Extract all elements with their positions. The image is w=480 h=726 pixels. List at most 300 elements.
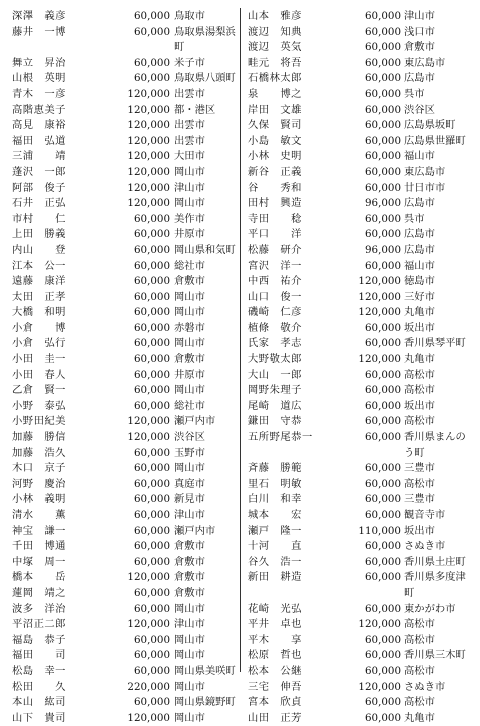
donor-city: 高松市 — [404, 477, 435, 490]
donor-name: 千田 博通 — [12, 540, 66, 553]
list-item — [248, 633, 476, 649]
donation-amount: 60,000 — [133, 72, 170, 85]
donor-name: 山根 英明 — [12, 72, 66, 85]
list-item — [248, 383, 476, 399]
donor-city: 高松市 — [404, 618, 435, 631]
donation-amount: 60,000 — [364, 711, 401, 724]
donor-city: 香川県多度津町 — [404, 571, 466, 599]
donation-amount: 60,000 — [364, 337, 401, 350]
donor-name: 瀬戸 隆一 — [248, 524, 302, 537]
donor-city: 呉市 — [404, 87, 425, 100]
list-item — [248, 648, 476, 664]
donation-amount: 60,000 — [364, 540, 401, 553]
list-item — [12, 680, 240, 696]
donor-city: 呉市 — [404, 212, 425, 225]
donor-name: 氏家 孝志 — [248, 337, 302, 350]
list-item — [12, 524, 240, 540]
donation-amount: 60,000 — [133, 306, 170, 319]
list-item — [248, 602, 476, 618]
donation-amount: 60,000 — [364, 368, 401, 381]
donor-city: 高松市 — [404, 415, 435, 428]
list-item — [12, 352, 240, 368]
donor-name: 斉藤 勝範 — [248, 462, 302, 475]
donor-city: 広島県坂町 — [404, 119, 456, 132]
donor-name: 山口 俊一 — [248, 290, 302, 303]
donor-name: 平口 洋 — [248, 228, 302, 241]
donor-name: 上田 勝義 — [12, 228, 66, 241]
donation-amount: 60,000 — [133, 212, 170, 225]
donation-amount: 60,000 — [364, 72, 401, 85]
donation-amount: 60,000 — [364, 134, 401, 147]
list-item — [12, 539, 240, 555]
donor-city: 坂出市 — [404, 399, 435, 412]
donation-amount: 60,000 — [364, 555, 401, 568]
donor-name: 加藤 浩久 — [12, 446, 66, 459]
list-item — [248, 336, 476, 352]
donation-amount: 60,000 — [364, 103, 401, 116]
list-item — [12, 492, 240, 508]
donor-name: 深澤 義彦 — [12, 10, 66, 22]
donor-city: 東かがわ市 — [404, 602, 456, 615]
donor-city: 鳥取市 — [174, 10, 205, 22]
donor-name: 青木 一彦 — [12, 87, 66, 100]
donor-city: 岡山市 — [174, 462, 205, 475]
donor-name: 山田 正芳 — [248, 711, 302, 724]
donation-amount: 60,000 — [364, 181, 401, 194]
donor-city: 倉敷市 — [174, 571, 205, 584]
donor-city: 浅口市 — [404, 25, 435, 38]
donation-amount: 60,000 — [133, 337, 170, 350]
donor-city: 丸亀市 — [404, 353, 435, 366]
list-item — [248, 695, 476, 711]
list-item — [12, 555, 240, 571]
donor-name: 泉 博之 — [248, 87, 302, 100]
list-item — [248, 196, 476, 212]
list-item — [12, 134, 240, 150]
list-item — [12, 321, 240, 337]
list-item — [12, 711, 240, 726]
donor-city: 岡山市 — [174, 633, 205, 646]
donation-amount: 60,000 — [133, 353, 170, 366]
donation-amount: 120,000 — [127, 711, 170, 724]
donation-amount: 60,000 — [364, 10, 401, 22]
list-item — [248, 321, 476, 337]
list-item — [12, 212, 240, 228]
donor-name: 三宅 伸吾 — [248, 680, 302, 693]
donor-city: 広島市 — [404, 243, 435, 256]
donor-name: 波多 洋治 — [12, 602, 66, 615]
donation-amount: 60,000 — [133, 321, 170, 334]
donor-city: 総社市 — [174, 259, 205, 272]
donation-amount: 60,000 — [133, 25, 170, 38]
donor-name: 畦元 将吾 — [248, 56, 302, 69]
donor-name: 木口 京子 — [12, 462, 66, 475]
list-item — [12, 181, 240, 197]
donation-amount: 120,000 — [127, 119, 170, 132]
donor-city: 鳥取県湯梨浜町 — [174, 25, 236, 54]
donor-city: 福山市 — [404, 150, 435, 163]
list-item — [12, 414, 240, 430]
list-item — [248, 274, 476, 290]
donor-city: 大田市 — [174, 150, 205, 163]
list-item — [248, 555, 476, 571]
donation-amount: 60,000 — [133, 477, 170, 490]
donor-name: 清水 薫 — [12, 509, 66, 521]
donor-name: 大山 一郎 — [248, 368, 302, 381]
donation-amount: 60,000 — [364, 384, 401, 397]
list-item — [248, 461, 476, 477]
donor-name: 渡辺 英気 — [248, 41, 302, 54]
donor-name: 福田 弘道 — [12, 134, 66, 147]
donor-name: 小林 史明 — [248, 150, 302, 163]
donor-name: 河野 慶治 — [12, 477, 66, 490]
list-item — [12, 399, 240, 415]
donor-name: 市村 仁 — [12, 212, 66, 225]
donor-city: 岡山市 — [174, 384, 205, 397]
list-item — [12, 633, 240, 649]
list-item — [12, 461, 240, 477]
donation-amount: 60,000 — [133, 290, 170, 303]
donor-city: 広島市 — [404, 72, 435, 85]
donor-city: 坂出市 — [404, 321, 435, 334]
donor-name: 新田 耕造 — [248, 571, 302, 584]
list-item — [12, 274, 240, 290]
list-item — [12, 243, 240, 259]
donor-city: 東広島市 — [404, 56, 446, 69]
list-item — [12, 118, 240, 134]
donor-city: 赤磐市 — [174, 321, 205, 334]
donation-amount: 60,000 — [364, 399, 401, 412]
donor-name: 三浦 靖 — [12, 150, 66, 163]
donor-name: 十河 直 — [248, 540, 302, 553]
donor-city: 福山市 — [404, 259, 435, 272]
list-item — [12, 695, 240, 711]
list-item — [12, 259, 240, 275]
list-item — [248, 680, 476, 696]
donor-city: 三豊市 — [404, 462, 435, 475]
donor-name: 花崎 光弘 — [248, 602, 302, 615]
donor-name: 石井 正弘 — [12, 197, 66, 210]
donor-name: 久保 賢司 — [248, 119, 302, 132]
donor-name: 橋本 岳 — [12, 571, 66, 584]
donation-amount: 60,000 — [133, 399, 170, 412]
donor-name: 松田 久 — [12, 680, 66, 693]
donor-name: 谷 秀和 — [248, 181, 302, 194]
donation-amount: 60,000 — [133, 384, 170, 397]
list-item — [248, 259, 476, 275]
donation-amount: 60,000 — [133, 10, 170, 22]
list-item — [248, 56, 476, 72]
donor-city: 玉野市 — [174, 446, 205, 459]
list-item — [248, 508, 476, 524]
donor-name: 里石 明敏 — [248, 477, 302, 490]
donation-amount: 120,000 — [127, 431, 170, 444]
donor-name: 松島 幸一 — [12, 664, 66, 677]
donor-name: 磯崎 仁彦 — [248, 306, 302, 319]
donor-name: 内山 登 — [12, 243, 66, 256]
list-item — [248, 305, 476, 321]
donation-amount: 60,000 — [364, 321, 401, 334]
donor-city: 瀬戸内市 — [174, 524, 216, 537]
donor-name: 大野敬太郎 — [248, 353, 302, 366]
donation-amount: 120,000 — [127, 415, 170, 428]
donor-city: 鳥取県八頭町 — [174, 72, 236, 85]
donor-city: さぬき市 — [404, 540, 446, 553]
donor-city: 岡山市 — [174, 165, 205, 178]
donor-city: 岡山県和気町 — [174, 243, 236, 256]
list-item — [248, 40, 476, 56]
donor-city: 渋谷区 — [404, 103, 435, 116]
list-item — [12, 305, 240, 321]
donation-amount: 60,000 — [364, 119, 401, 132]
list-item — [12, 149, 240, 165]
donation-amount: 120,000 — [358, 290, 401, 303]
donor-name: 小林 義明 — [12, 493, 66, 506]
list-item — [248, 181, 476, 197]
list-item — [12, 87, 240, 103]
donor-city: 岡山市 — [174, 680, 205, 693]
list-item — [248, 118, 476, 134]
donor-name: 山本 雅彦 — [248, 10, 302, 22]
list-item — [248, 149, 476, 165]
list-item — [12, 570, 240, 586]
donor-city: 香川県土庄町 — [404, 555, 466, 568]
list-item — [12, 336, 240, 352]
donor-name: 本山 紘司 — [12, 696, 66, 709]
list-item — [248, 570, 476, 601]
right-column — [248, 9, 476, 726]
list-item — [248, 87, 476, 103]
column-divider — [240, 8, 241, 672]
donor-name: 小田 春人 — [12, 368, 66, 381]
list-item — [12, 446, 240, 462]
donation-amount: 60,000 — [133, 493, 170, 506]
donation-amount: 60,000 — [133, 524, 170, 537]
donor-city: 倉敷市 — [174, 586, 205, 599]
donor-name: 小野田紀美 — [12, 415, 66, 428]
donor-city: 岡山市 — [174, 197, 205, 210]
donor-city: 丸亀市 — [404, 711, 435, 724]
donor-city: 米子市 — [174, 56, 205, 69]
donor-name: 藤井 一博 — [12, 25, 66, 38]
donor-city: 広島市 — [404, 228, 435, 241]
donation-amount: 60,000 — [133, 509, 170, 521]
donor-city: 倉敷市 — [174, 540, 205, 553]
donor-city: 津山市 — [174, 618, 205, 631]
donor-city: 出雲市 — [174, 119, 205, 132]
donation-amount: 60,000 — [364, 649, 401, 662]
list-item — [12, 664, 240, 680]
donor-name: 谷久 浩一 — [248, 555, 302, 568]
donor-city: 出雲市 — [174, 134, 205, 147]
donor-city: 倉敷市 — [174, 555, 205, 568]
donor-name: 神宝 謙一 — [12, 524, 66, 537]
donation-amount: 60,000 — [364, 462, 401, 475]
donor-city: 津山市 — [174, 509, 205, 521]
donor-city: 瀬戸内市 — [174, 415, 216, 428]
donation-amount: 60,000 — [133, 586, 170, 599]
list-item — [12, 227, 240, 243]
donation-amount: 120,000 — [127, 181, 170, 194]
donor-name: 乙倉 賢一 — [12, 384, 66, 397]
donor-city: 高松市 — [404, 696, 435, 709]
donation-amount: 120,000 — [127, 165, 170, 178]
donor-name: 新谷 正義 — [248, 165, 302, 178]
donor-city: 香川県三木町 — [404, 649, 466, 662]
donor-city: 香川県まんのう町 — [404, 431, 466, 459]
donation-amount: 120,000 — [358, 680, 401, 693]
donor-name: 小島 敏文 — [248, 134, 302, 147]
list-item — [248, 352, 476, 368]
donor-name: 福田 司 — [12, 649, 66, 662]
donation-amount: 120,000 — [358, 275, 401, 288]
donation-amount: 60,000 — [133, 56, 170, 69]
donation-amount: 60,000 — [364, 415, 401, 428]
donation-amount: 120,000 — [127, 103, 170, 116]
donor-name: 植條 敬介 — [248, 321, 302, 334]
list-item — [248, 711, 476, 726]
donor-name: 平沼正二郎 — [12, 618, 66, 631]
list-item — [12, 383, 240, 399]
donation-amount: 60,000 — [364, 56, 401, 69]
donor-name: 小田 圭一 — [12, 353, 66, 366]
donor-name: 渡辺 知典 — [248, 25, 302, 38]
list-item — [248, 103, 476, 119]
list-item — [248, 399, 476, 415]
donation-amount: 60,000 — [133, 368, 170, 381]
donation-amount: 60,000 — [133, 275, 170, 288]
list-item — [248, 414, 476, 430]
donor-city: 観音寺市 — [404, 509, 446, 521]
donation-amount: 60,000 — [133, 243, 170, 256]
donor-name: 高見 康裕 — [12, 119, 66, 132]
list-item — [12, 602, 240, 618]
list-item — [248, 227, 476, 243]
list-item — [12, 25, 240, 56]
donor-city: 廿日市市 — [404, 181, 446, 194]
list-item — [248, 9, 476, 25]
donor-city: 津山市 — [404, 10, 435, 22]
donor-name: 岡野朱理子 — [248, 384, 302, 397]
donation-amount: 60,000 — [133, 649, 170, 662]
donation-amount: 60,000 — [133, 540, 170, 553]
donation-amount: 120,000 — [358, 353, 401, 366]
list-item — [248, 134, 476, 150]
list-item — [248, 25, 476, 41]
donor-city: 倉敷市 — [174, 275, 205, 288]
donor-city: 丸亀市 — [404, 306, 435, 319]
donor-name: 小倉 博 — [12, 321, 66, 334]
list-item — [248, 71, 476, 87]
donor-name: 太田 正孝 — [12, 290, 66, 303]
donor-city: 岡山市 — [174, 306, 205, 319]
donor-city: 岡山市 — [174, 337, 205, 350]
list-item — [12, 368, 240, 384]
donation-amount: 60,000 — [364, 259, 401, 272]
donation-amount: 60,000 — [364, 696, 401, 709]
donor-name: 鎌田 守恭 — [248, 415, 302, 428]
donor-name: 田村 興造 — [248, 197, 302, 210]
donation-amount: 60,000 — [133, 259, 170, 272]
list-item — [12, 508, 240, 524]
donor-city: 井原市 — [174, 368, 205, 381]
donor-city: 新見市 — [174, 493, 205, 506]
donor-name: 蓮岡 靖之 — [12, 586, 66, 599]
donor-city: 岡山県鏡野町 — [174, 696, 236, 709]
list-item — [248, 524, 476, 540]
left-column — [12, 9, 240, 726]
donation-amount: 220,000 — [127, 680, 170, 693]
donation-amount: 60,000 — [364, 477, 401, 490]
donation-amount: 60,000 — [133, 446, 170, 459]
donation-amount: 60,000 — [364, 571, 401, 584]
donor-name: 中西 祐介 — [248, 275, 302, 288]
donor-name: 遠藤 康洋 — [12, 275, 66, 288]
list-item — [12, 648, 240, 664]
donation-amount: 60,000 — [364, 228, 401, 241]
donor-city: 徳島市 — [404, 275, 435, 288]
donation-amount: 60,000 — [364, 25, 401, 38]
donor-city: 広島市 — [404, 197, 435, 210]
donation-amount: 120,000 — [127, 618, 170, 631]
donor-name: 松本 公継 — [248, 664, 302, 677]
list-item — [248, 617, 476, 633]
donor-name: 石橋林太郎 — [248, 72, 302, 85]
donor-city: 岡山市 — [174, 649, 205, 662]
donation-amount: 60,000 — [364, 664, 401, 677]
donor-city: さぬき市 — [404, 680, 446, 693]
donor-name: 江本 公一 — [12, 259, 66, 272]
donor-name: 阿部 俊子 — [12, 181, 66, 194]
donation-amount: 96,000 — [364, 197, 401, 210]
donation-amount: 60,000 — [364, 212, 401, 225]
donor-name: 小倉 弘行 — [12, 337, 66, 350]
donation-amount: 60,000 — [364, 602, 401, 615]
donation-amount: 60,000 — [133, 462, 170, 475]
list-item — [12, 71, 240, 87]
donation-amount: 60,000 — [133, 633, 170, 646]
donor-city: 岡山県美咲町 — [174, 664, 236, 677]
donation-amount: 120,000 — [127, 134, 170, 147]
donation-amount: 120,000 — [358, 306, 401, 319]
donor-city: 高松市 — [404, 384, 435, 397]
donor-city: 総社市 — [174, 399, 205, 412]
donor-city: 高松市 — [404, 664, 435, 677]
list-item — [248, 539, 476, 555]
donor-city: 津山市 — [174, 181, 205, 194]
donor-city: 渋谷区 — [174, 431, 205, 444]
donor-city: 美作市 — [174, 212, 205, 225]
donation-amount: 120,000 — [127, 87, 170, 100]
donor-name: 平木 享 — [248, 633, 302, 646]
donor-name: 尾崎 道広 — [248, 399, 302, 412]
donor-name: 加藤 勝信 — [12, 431, 66, 444]
donor-city: 高松市 — [404, 633, 435, 646]
donor-city: 真庭市 — [174, 477, 205, 490]
donor-name: 蓬沢 一郎 — [12, 165, 66, 178]
donation-amount: 60,000 — [133, 228, 170, 241]
list-item — [248, 368, 476, 384]
donor-name: 松原 哲也 — [248, 649, 302, 662]
donation-amount: 60,000 — [364, 165, 401, 178]
list-item — [12, 290, 240, 306]
donor-city: 岡山市 — [174, 711, 205, 724]
donor-city: 都・港区 — [174, 103, 216, 116]
donation-amount: 60,000 — [364, 493, 401, 506]
donor-name: 平井 卓也 — [248, 618, 302, 631]
donation-amount: 60,000 — [364, 87, 401, 100]
donation-amount: 60,000 — [364, 431, 401, 444]
